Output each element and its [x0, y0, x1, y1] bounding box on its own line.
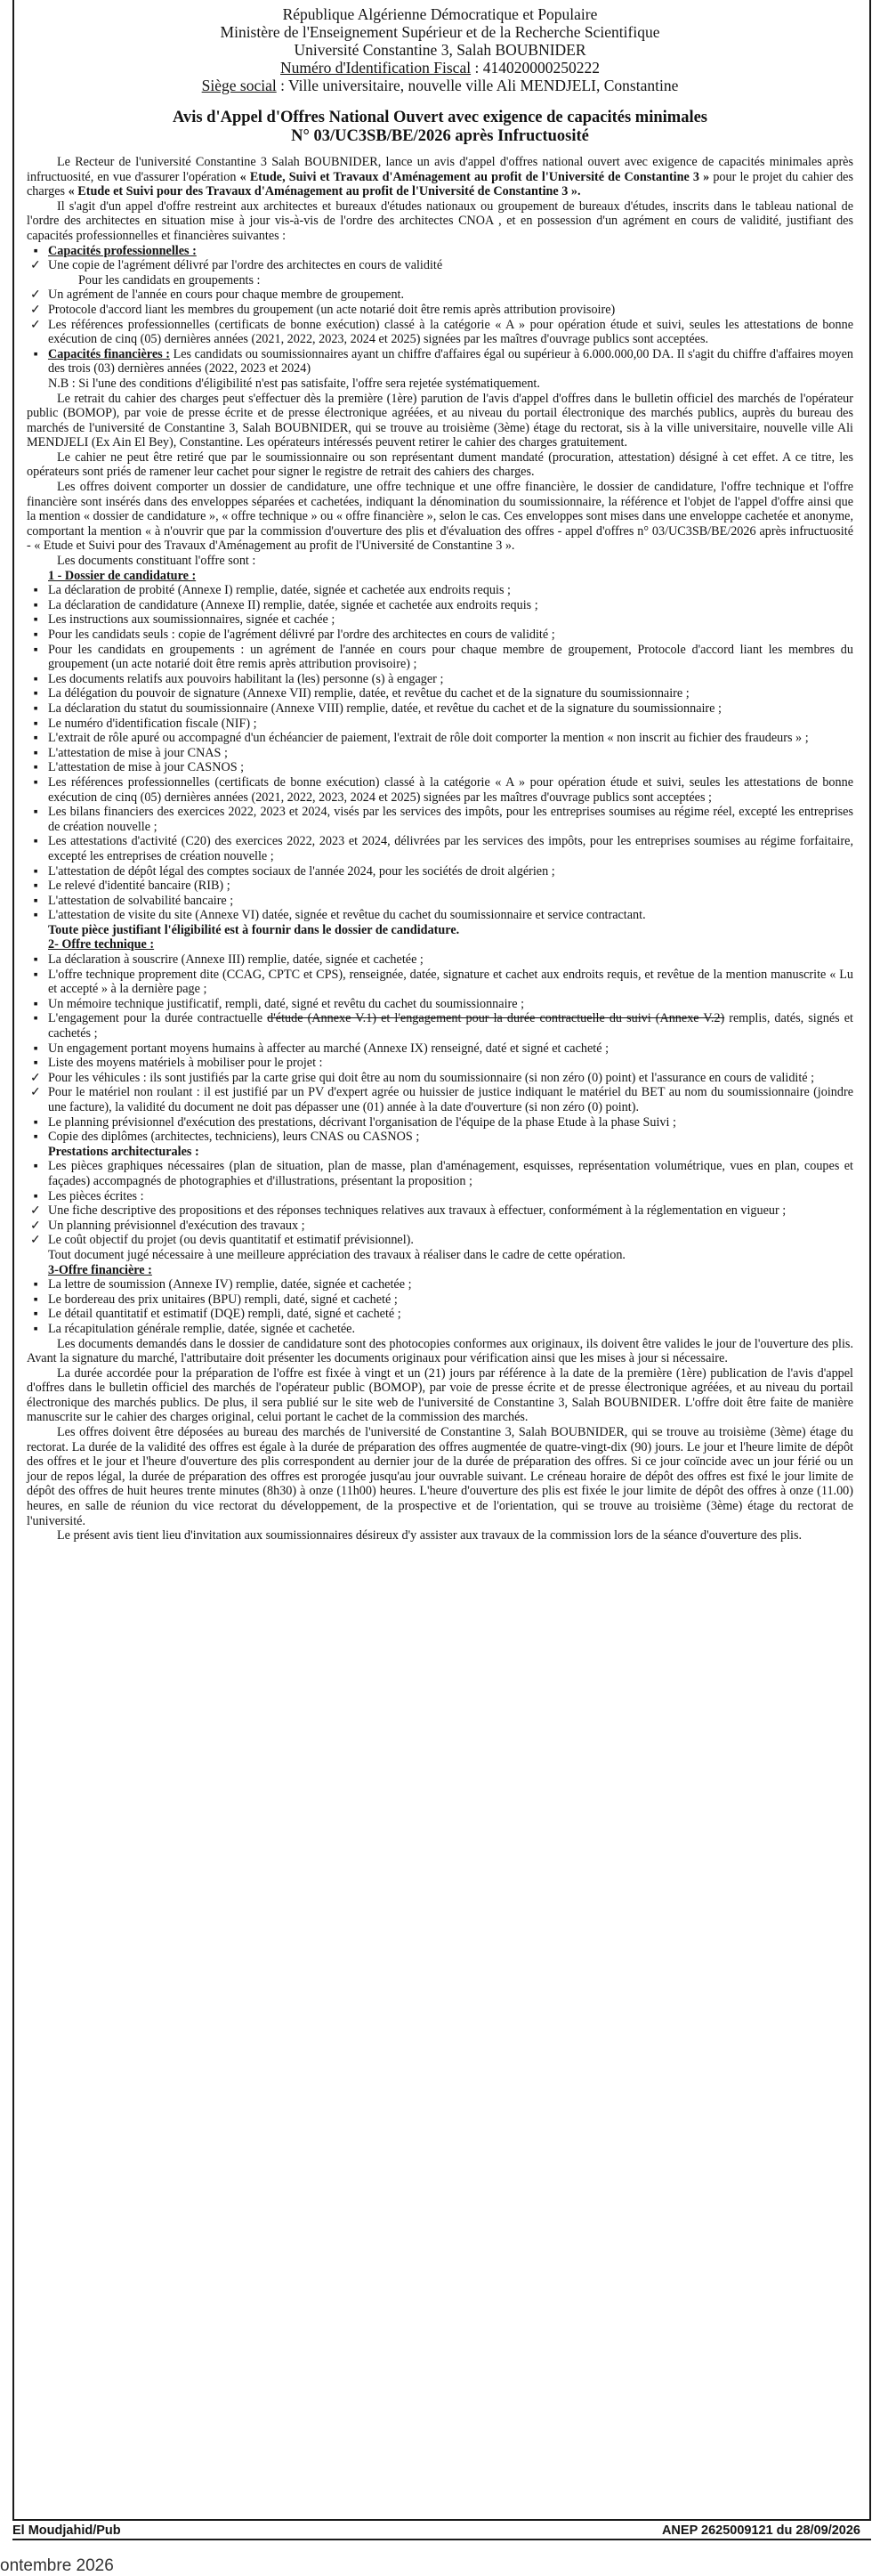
list-item-text: Un mémoire technique justificatif, rempli, daté, signé et revêtu du cachet du soumissionnaire ; [48, 996, 525, 1011]
square-bullet-icon: ▪ [33, 863, 38, 879]
list-item [27, 1219, 853, 1234]
candidature-heading-text: 1 - Dossier de candidature : [48, 568, 197, 583]
list-item [27, 775, 853, 805]
list-item-text: La déclaration à souscrire (Annexe III) remplie, datée, signée et cachetée ; [48, 952, 424, 968]
square-bullet-icon: ▪ [33, 597, 38, 612]
list-item-text: La déclaration de candidature (Annexe II) remplie, datée, signée et cachetée aux endroits requis ; [48, 597, 538, 612]
square-bullet-icon: ▪ [33, 583, 38, 598]
checkmark-icon: ✓ [30, 258, 41, 273]
list-item [27, 1277, 853, 1292]
candidature-list [27, 583, 853, 923]
list-item-text: La récapitulation générale remplie, datée, signée et cachetée. [48, 1321, 356, 1336]
siege-label: Siège social [201, 77, 277, 94]
intro-text-2: pour le projet du cahier des charges [27, 169, 853, 199]
list-item-text: Les références professionnelles (certificats de bonne exécution) classé à la catégorie « A » pour opération étude et suivi, seules les attestations de bonne exécution de cinq (05) dernières années (2021, 2022, 2023, 2024 et 2025) signées par les maîtres d'ouvrage publics sont acceptées ; [48, 774, 853, 805]
engagement-text: L'engagement pour la durée contractuelle [48, 1011, 268, 1026]
square-bullet-icon: ▪ [33, 1188, 38, 1203]
list-item [27, 598, 853, 613]
list-item-text: L'offre technique proprement dite (CCAG, CPTC et CPS), renseignée, datée, signature et cachet aux endroits requis, et revêtue de la mention manuscrite « Lu et accepté » à la dernière page ; [48, 967, 853, 997]
square-bullet-icon: ▪ [33, 628, 38, 642]
engagement-struck-text: d'étude (Annexe V.1) et l'engagement pour la durée contractuelle du suivi (Annexe V.2) [267, 1011, 725, 1026]
list-item-text: Protocole d'accord liant les membres du groupement (un acte notarié doit être remis après attribution provisoire) [48, 302, 616, 317]
list-item [27, 1159, 853, 1188]
financiere-heading-text: 3-Offre financière : [48, 1262, 152, 1277]
list-item-text: L'attestation de visite du site (Annexe VI) datée, signée et revêtue du cachet du soumissionnaire et service contractant. [48, 908, 646, 923]
list-item [27, 672, 853, 687]
list-item [27, 1130, 853, 1145]
list-item-text: Un engagement portant moyens humains à affecter au marché (Annexe IX) renseigné, daté et signé et cacheté ; [48, 1041, 610, 1056]
square-bullet-icon: ▪ [33, 346, 38, 361]
square-bullet-icon: ▪ [33, 701, 38, 716]
list-item [27, 968, 853, 997]
list-item-text: L'attestation de mise à jour CASNOS ; [48, 760, 245, 775]
nif-label: Numéro d'Identification Fiscal [280, 59, 472, 77]
closing-paragraph-3: Les offres doivent être déposées au bureau des marchés de l'université de Constantine 3, Salah BOUBNIDER, qui se trouve au troisième (3ème) étage du rectorat. La durée de la validité des offres est égale à la durée de préparation des offres augmentée de quatre-vingt-dix (90) jours. Le jour et l'heure limite de dépôt des offres et le jour et l'heure d'ouverture des plis correspondent au dernier jour de la durée de préparation des offres. Si ce jour coïncide avec un jour férié ou un jour de repos légal, la durée de préparation des offres est prorogée jusqu'au jour ouvrable suivant. Le créneau horaire de dépôt des offres est fixé le jour limite de dépôt des offres de huit heures trente minutes (8h30) à onze (11h00) heures. L'heure d'ouverture des plis est fixée le jour limite de dépôt des offres à onze (11.00) heures, en salle de réunion du vice rectorat du développement, de la prospective et de l'orientation, qui se trouve au troisième (3ème) étage du rectorat de l'université. [27, 1425, 853, 1528]
capacites-pro-heading: Capacités professionnelles : [48, 243, 197, 258]
list-item [27, 717, 853, 732]
list-item [27, 1071, 853, 1086]
square-bullet-icon: ▪ [33, 745, 38, 760]
list-item-text: Pour les candidats en groupements : un agrément de l'année en cours pour chaque membre de groupement, Protocole d'accord liant les membres du groupement (un acte notarié doit être remis après attribution provisoire) ; [48, 642, 853, 672]
list-item [27, 1203, 853, 1219]
list-item-text: La délégation du pouvoir de signature (Annexe VII) remplie, datée, et revêtue du cachet et de la signature du soumissionnaire ; [48, 686, 690, 701]
technique-list [27, 952, 853, 1011]
notice-title [27, 109, 853, 146]
list-item [27, 303, 853, 318]
capacites-fin-text: Les candidats ou soumissionnaires ayant un chiffre d'affaires égal ou supérieur à 6.000.000,00 DA. Il s'agit du chiffre d'affaires moyen des trois (03) dernières années (2022, 2023 et 2024) [48, 346, 854, 377]
square-bullet-icon: ▪ [33, 1159, 38, 1174]
intro-paragraph [27, 155, 853, 199]
header-ministry: Ministère de l'Enseignement Supérieur et de la Recherche Scientifique [220, 23, 660, 41]
list-item [27, 701, 853, 717]
notice-footer [12, 2521, 871, 2540]
list-item-text: Les attestations d'activité (C20) des exercices 2022, 2023 et 2024, délivrées par les services des impôts, pour les entreprises soumises au régime forfaitaire, excepté les entreprises de création nouvelle ; [48, 834, 853, 863]
square-bullet-icon: ▪ [33, 893, 38, 908]
square-bullet-icon: ▪ [33, 1292, 38, 1307]
checkmark-icon: ✓ [30, 1203, 41, 1219]
list-item [27, 258, 853, 273]
intro-project: « Etude et Suivi pour des Travaux d'Aménagement au profit de l'Université de Constantine 3 ». [68, 184, 581, 199]
list-item [27, 686, 853, 701]
list-item [27, 1041, 853, 1057]
list-item-text: La déclaration de probité (Annexe I) remplie, datée, signée et cachetée aux endroits requis ; [48, 583, 511, 598]
list-item-text: Les documents relatifs aux pouvoirs habilitant la (les) personne (s) à engager ; [48, 671, 444, 686]
list-item-text: Le planning prévisionnel d'exécution des prestations, décrivant l'organisation de l'équipe de la phase Etude à la phase Suivi ; [48, 1114, 676, 1130]
financiere-heading [27, 1263, 853, 1278]
square-bullet-icon: ▪ [33, 967, 38, 982]
intro-operation: « Etude, Suivi et Travaux d'Aménagement au profit de l'Université de Constantine 3 » [239, 169, 710, 184]
list-item-text: Le bordereau des prix unitaires (BPU) rempli, daté, signé et cacheté ; [48, 1292, 398, 1307]
header-university: Université Constantine 3, Salah BOUBNIDER [294, 41, 586, 59]
list-item-text: Pour le matériel non roulant : il est justifié par un PV d'expert agrée ou huissier de justice indiquant le matériel du BET au nom du soumissionnaire (joindre une facture), la validité du document ne doit pas dépasser une (01) année à la date d'ouverture (si non zéro (0) point). [48, 1085, 853, 1114]
list-item [27, 879, 853, 894]
technique-final: Tout document jugé nécessaire à une meilleure appréciation des travaux à réaliser dans le cadre de cette opération. [48, 1247, 626, 1262]
list-item-text: Une fiche descriptive des propositions et des réponses techniques relatives aux travaux à effectuer, conformément à la réglementation en vigueur ; [48, 1203, 787, 1219]
square-bullet-icon: ▪ [33, 996, 38, 1011]
list-item [27, 583, 853, 598]
checkmark-icon: ✓ [30, 1085, 41, 1100]
list-item [27, 952, 853, 968]
closing-paragraph-1: Les documents demandés dans le dossier de candidature sont des photocopies conformes aux originaux, ils doivent être valides le jour de l'ouverture des plis. Avant la signature du marché, l'attributaire doit présenter les documents originaux pour vérification ainsi que les mises à jour si nécessaire. [27, 1336, 853, 1366]
list-item [27, 1115, 853, 1130]
square-bullet-icon: ▪ [33, 1011, 38, 1026]
square-bullet-icon: ▪ [33, 1307, 38, 1322]
square-bullet-icon: ▪ [33, 952, 38, 968]
list-item-text: Le numéro d'identification fiscale (NIF) ; [48, 716, 257, 731]
list-item-text: Les instructions aux soumissionnaires, signée et cachée ; [48, 612, 335, 628]
square-bullet-icon: ▪ [33, 642, 38, 657]
notice-body [27, 155, 853, 1543]
list-item [27, 1322, 853, 1337]
list-item [27, 908, 853, 923]
intro-text: Le Recteur de l'université Constantine 3 Salah BOUBNIDER, lance un avis d'appel d'offres national ouvert avec exigence de capacités minimales après infructuosité, en vue d'assurer l'opération [27, 155, 853, 184]
list-item [27, 612, 853, 628]
list-item [27, 746, 853, 761]
list-item-text: Le coût objectif du projet (ou devis quantitatif et estimatif prévisionnel). [48, 1233, 414, 1248]
list-item [27, 805, 853, 834]
list-item-text: Les références professionnelles (certificats de bonne exécution) classé à la catégorie « A » pour opération étude et suivi, seules les attestations de bonne exécution de cinq (05) dernières années (2021, 2022, 2023, 2024 et 2025) signées par les maîtres d'ouvrage publics sont acceptées. [48, 317, 853, 347]
list-item-text: La lettre de soumission (Annexe IV) remplie, datée, signée et cachetée ; [48, 1277, 412, 1292]
list-item [27, 628, 853, 643]
capacites-fin-item [27, 347, 853, 377]
square-bullet-icon: ▪ [33, 612, 38, 628]
list-item [27, 834, 853, 863]
list-item-text: Les pièces écrites : [48, 1188, 144, 1203]
checkmark-icon: ✓ [30, 1218, 41, 1233]
capacites-fin-heading: Capacités financières : [48, 346, 170, 361]
list-item-text: Les pièces graphiques nécessaires (plan de situation, plan de masse, plan d'aménagement, esquisses, représentation volumétrique, vues en plan, coupes et façades) accompagnés de photographies et d'illustrations, présentant la proposition ; [48, 1159, 853, 1188]
candidature-heading [27, 569, 853, 584]
square-bullet-icon: ▪ [33, 805, 38, 820]
list-item-text: L'attestation de mise à jour CNAS ; [48, 745, 228, 760]
notice-frame [12, 0, 871, 2521]
square-bullet-icon: ▪ [33, 1056, 38, 1071]
technique-heading-text: 2- Offre technique : [48, 937, 155, 952]
list-item-text: Le détail quantitatif et estimatif (DQE) rempli, daté, signé et cacheté ; [48, 1307, 401, 1322]
square-bullet-icon: ▪ [33, 1321, 38, 1336]
closing-paragraph-2: La durée accordée pour la préparation de l'offre est fixée à vingt et un (21) jours par référence à la date de la première (1ère) publication de l'avis d'appel d'offres dans le bulletin officiel des marchés de l'opérateur public (BOMOP), par voie de presse écrite et de presse électronique agréées, et au niveau du portail électronique des marchés publics. De plus, il sera publié sur le site web de l'université de Constantine 3, Salah BOUBNIDER. L'offre doit être faite de manière manuscrite sur le cahier des charges original, celui portant le cachet de la commission des marchés. [27, 1365, 853, 1425]
square-bullet-icon: ▪ [33, 1114, 38, 1130]
prestations-heading: Prestations architecturales : [48, 1144, 199, 1159]
header-republic: République Algérienne Démocratique et Populaire [282, 5, 598, 23]
list-item [27, 997, 853, 1012]
technique-heading [27, 937, 853, 952]
square-bullet-icon: ▪ [33, 671, 38, 686]
checkmark-icon: ✓ [30, 288, 41, 303]
notice-header [27, 5, 853, 94]
list-item [27, 1189, 853, 1204]
nb-note: N.B : Si l'une des conditions d'éligibilité n'est pas satisfaite, l'offre sera rejetée systématiquement. [48, 376, 540, 391]
list-item [27, 1085, 853, 1114]
technique-list-3 [27, 1159, 853, 1248]
list-item [27, 760, 853, 775]
offres-paragraph: Les offres doivent comporter un dossier de candidature, une offre technique et une offre financière, le dossier de candidature, l'offre technique et l'offre financière sont insérés dans des enveloppes séparées et cachetées, indiquant la dénomination du soumissionnaire, la référence et l'objet de l'appel d'offre ainsi que la mention « dossier de candidature », « offre technique » ou « offre financière », selon le cas. Ces enveloppes sont mises dans une enveloppe cachetée et anonyme, comportant la mention « à n'ouvrir que par la commission d'ouverture des plis et d'évaluation des offres - appel d'offres n° 03/UC3SB/BE/2026 après infructuosité - « Etude et Suivi pour des Travaux d'Aménagement au profit de l'Université de Constantine 3 ». [27, 480, 853, 554]
square-bullet-icon: ▪ [33, 1130, 38, 1145]
square-bullet-icon: ▪ [33, 879, 38, 894]
capacites-pro-heading-item [27, 244, 853, 259]
list-item [27, 864, 853, 879]
list-item-text: Pour les candidats seuls : copie de l'agrément délivré par l'ordre des architectes en cours de validité ; [48, 628, 555, 642]
cropped-page-date: ontembre 2026 [0, 2556, 114, 2575]
square-bullet-icon: ▪ [33, 1041, 38, 1056]
square-bullet-icon: ▪ [33, 243, 38, 258]
list-item [27, 1233, 853, 1248]
square-bullet-icon: ▪ [33, 774, 38, 790]
square-bullet-icon: ▪ [33, 686, 38, 701]
list-item-text: La déclaration du statut du soumissionnaire (Annexe VIII) remplie, datée, et revêtue du cachet et de la signature du soumissionnaire ; [48, 701, 722, 716]
list-item-text: Une copie de l'agrément délivré par l'ordre des architectes en cours de validité [48, 258, 443, 273]
square-bullet-icon: ▪ [33, 716, 38, 731]
financiere-list [27, 1277, 853, 1336]
checkmark-icon: ✓ [30, 1233, 41, 1248]
checkmark-icon: ✓ [30, 302, 41, 317]
list-item [27, 318, 853, 347]
list-item [27, 1292, 853, 1308]
list-item [27, 731, 853, 746]
list-item-text: Un planning prévisionnel d'exécution des travaux ; [48, 1218, 305, 1233]
list-item-text: L'attestation de solvabilité bancaire ; [48, 893, 234, 908]
list-item [27, 1056, 853, 1071]
list-item [27, 643, 853, 672]
groupement-label: Pour les candidats en groupements : [78, 272, 261, 288]
header-siege [27, 77, 853, 94]
list-item-text: Liste des moyens matériels à mobiliser pour le projet : [48, 1056, 323, 1071]
closing-paragraph-4: Le présent avis tient lieu d'invitation aux soumissionnaires désireux d'y assister aux travaux de la commission lors de la séance d'ouverture des plis. [57, 1528, 803, 1543]
checkmark-icon: ✓ [30, 1070, 41, 1085]
list-item [27, 288, 853, 303]
title-line-1: Avis d'Appel d'Offres National Ouvert avec exigence de capacités minimales [172, 109, 707, 126]
list-item [27, 1011, 853, 1041]
footer-publication: El Moudjahid/Pub [12, 2523, 121, 2538]
siege-value: : Ville universitaire, nouvelle ville Ali MENDJELI, Constantine [276, 77, 679, 94]
list-item-text: L'extrait de rôle apuré ou accompagné d'un échéancier de paiement, l'extrait de rôle doit comporter la mention « non inscrit au fichier des fraudeurs » ; [48, 731, 809, 746]
checkmark-icon: ✓ [30, 317, 41, 332]
candidature-note: Toute pièce justifiant l'éligibilité est à fournir dans le dossier de candidature. [48, 922, 460, 937]
nif-value: : 414020000250222 [471, 59, 600, 77]
list-item-text: Copie des diplômes (architectes, techniciens), leurs CNAS ou CASNOS ; [48, 1130, 420, 1145]
header-nif [27, 59, 853, 77]
title-line-2: N° 03/UC3SB/BE/2026 après Infructuosité [291, 127, 589, 145]
retrait-paragraph: Le retrait du cahier des charges peut s'effectuer dès la première (1ère) parution de l'avis d'appel d'offres dans le bulletin officiel des marchés de l'opérateur public (BOMOP), par voie de presse écrite et de presse électronique agréées, et au niveau du portail électronique des marchés publics, auprès du bureau des marchés de l'université de Constantine 3, Salah BOUBNIDER, qui se trouve au troisième (3ème) étage du rectorat, sis à la ville universitaire, nouvelle ville Ali MENDJELI (Ex Ain El Bey), Constantine. Les opérateurs intéressés peuvent retirer le cahier des charges gratuitement. [27, 391, 853, 450]
technique-list-2 [27, 1041, 853, 1145]
list-item [27, 1307, 853, 1322]
square-bullet-icon: ▪ [33, 1277, 38, 1292]
list-item-text: Le relevé d'identité bancaire (RIB) ; [48, 879, 230, 894]
intro-paragraph-2: Il s'agit d'un appel d'offre restreint aux architectes et bureaux d'études nationaux ou groupement de bureaux d'études, inscrits dans le tableau national de l'ordre des architectes en situation mise à jour vis-à-vis de l'ordre des architectes CNOA , et en possession d'un agrément en cours de validité, justifiant des capacités professionnelles et financières suivantes : [27, 198, 853, 243]
list-item-text: Un agrément de l'année en cours pour chaque membre de groupement. [48, 288, 405, 303]
engagement-text-end: remplis, datés, signés et cachetés ; [48, 1011, 853, 1041]
square-bullet-icon: ▪ [33, 908, 38, 923]
footer-anep-reference: ANEP 2625009121 du 28/09/2026 [661, 2523, 860, 2538]
square-bullet-icon: ▪ [33, 834, 38, 849]
offres-documents-intro: Les documents constituant l'offre sont : [57, 554, 256, 569]
list-item-text: L'attestation de dépôt légal des comptes sociaux de l'année 2024, pour les sociétés de droit algérien ; [48, 863, 555, 879]
list-item-text: Pour les véhicules : ils sont justifiés par la carte grise qui doit être au nom du soumissionnaire (si non zéro (0) point) et l'assurance en cours de validité ; [48, 1070, 815, 1085]
retrait-paragraph-2: Le cahier ne peut être retiré que par le soumissionnaire ou son représentant dument mandaté (procuration, attestation) désigné à cet effet. A ce titre, les opérateurs sont priés de ramener leur cachet pour signer le registre de retrait des cahiers des charges. [27, 450, 853, 480]
square-bullet-icon: ▪ [33, 760, 38, 775]
square-bullet-icon: ▪ [33, 731, 38, 746]
list-item-text: Les bilans financiers des exercices 2022, 2023 et 2024, visés par les services des impôts, pour les entreprises soumises au régime réel, excepté les entreprises de création nouvelle ; [48, 805, 853, 834]
list-item [27, 894, 853, 909]
